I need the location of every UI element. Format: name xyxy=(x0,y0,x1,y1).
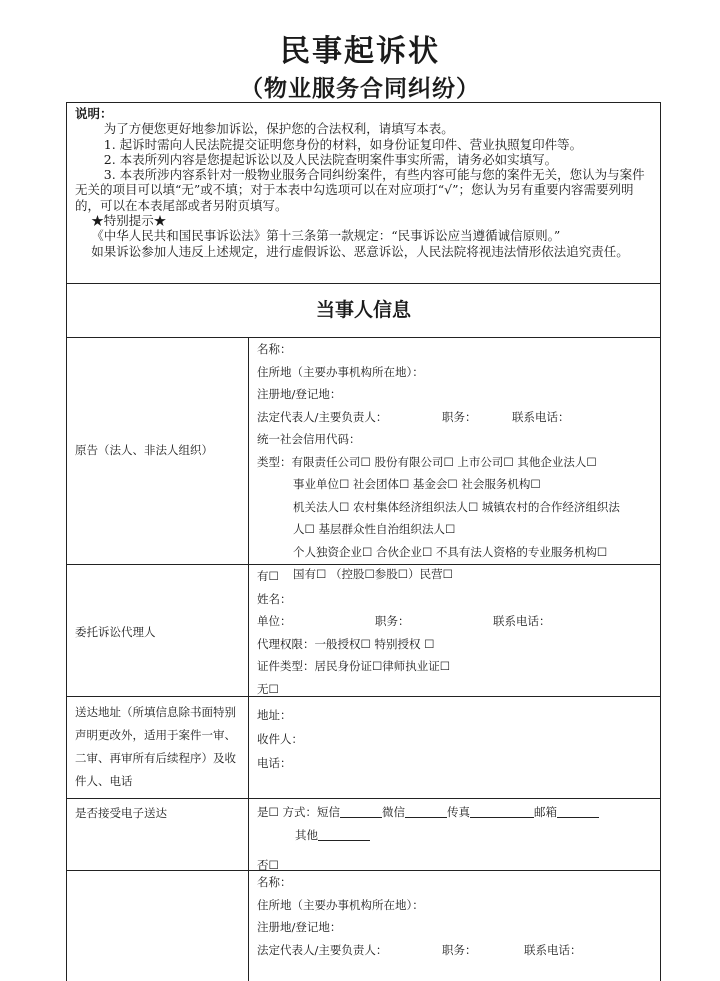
plaintiff-registered-field[interactable]: 注册地/登记地： xyxy=(257,387,342,401)
label-line: 送达地址（所填信息除书面特别 xyxy=(75,705,236,719)
electronic-other-row[interactable] xyxy=(257,824,655,847)
instructions xyxy=(75,106,653,259)
agent-none-checkbox[interactable]: 无☐ xyxy=(257,681,279,696)
column-divider xyxy=(248,337,249,981)
position-label: 职务： xyxy=(442,409,477,424)
plaintiff-credit-code-field[interactable]: 统一社会信用代码： xyxy=(257,432,361,446)
document-subtitle: （物业服务合同纠纷） xyxy=(240,75,480,102)
defendant-fields xyxy=(257,871,655,961)
agent-label: 委托诉讼代理人 xyxy=(75,625,156,639)
plaintiff-label: 原告（法人、非法人组织） xyxy=(75,443,213,457)
label-line: 声明更改外，适用于案件一审、 xyxy=(75,728,236,742)
defendant-registered-field[interactable]: 注册地/登记地： xyxy=(257,920,342,934)
plaintiff-type-options[interactable]: 类型：有限责任公司☐ 股份有限公司☐ 上市公司☐ 其他企业法人☐ xyxy=(257,454,597,469)
form-table xyxy=(66,102,661,981)
row-divider xyxy=(67,798,660,799)
instructions-heading: 说明： xyxy=(75,106,113,121)
plaintiff-name-field[interactable]: 名称： xyxy=(257,342,292,356)
agent-unit-row[interactable] xyxy=(257,610,655,633)
email-blank[interactable] xyxy=(557,805,599,818)
position-label: 职务： xyxy=(442,942,477,957)
electronic-yes-row[interactable] xyxy=(257,801,655,824)
wechat-blank[interactable] xyxy=(405,805,447,818)
legal-rep-label: 法定代表人/主要负责人： xyxy=(257,409,388,424)
service-address-label xyxy=(75,701,236,793)
instruction-item: 3. 本表所涉内容系针对一般物业服务合同纠纷案件，有些内容可能与您的案件无关，您认为与案件无关的项目可以填“无”或不填；对于本表中勾选项可以在对应项打“√”；您认为另有重要内容需要列明的，可以在本表尾部或者另附页填写。 xyxy=(75,167,645,213)
position-label: 职务： xyxy=(375,614,410,628)
sms-blank[interactable] xyxy=(340,805,382,818)
address-field[interactable]: 地址： xyxy=(257,708,292,722)
agent-authority-options[interactable]: 代理权限：一般授权☐ 特别授权 ☐ xyxy=(257,636,435,651)
electronic-no-checkbox[interactable]: 否☐ xyxy=(257,858,279,872)
phone-label: 联系电话： xyxy=(524,942,582,957)
plaintiff-type-options[interactable]: 国有☐ （控股☐参股☐）民营☐ xyxy=(293,567,453,581)
electronic-service-fields xyxy=(257,801,655,877)
defendant-legal-rep-row[interactable] xyxy=(257,939,655,962)
label-line: 二审、再审所有后续程序）及收 xyxy=(75,751,236,765)
special-tip-text: 《中华人民共和国民事诉讼法》第十三条第一款规定：“民事诉讼应当遵循诚信原则。” xyxy=(91,228,561,244)
special-tip-title: ★特别提示★ xyxy=(91,213,167,229)
unit-label: 单位： xyxy=(257,614,292,628)
yes-checkbox-sms[interactable]: 是☐ 方式：短信 xyxy=(257,805,340,819)
other-blank[interactable] xyxy=(318,828,370,841)
plaintiff-address-field[interactable]: 住所地（主要办事机构所在地）： xyxy=(257,364,424,379)
phone-label: 联系电话： xyxy=(493,614,551,628)
fax-label: 传真 xyxy=(446,805,470,819)
email-label: 邮箱 xyxy=(533,805,557,819)
electronic-service-label: 是否接受电子送达 xyxy=(75,806,167,820)
agent-id-type-options[interactable]: 证件类型：居民身份证☐律师执业证☐ xyxy=(257,659,451,673)
defendant-name-field[interactable]: 名称： xyxy=(257,875,292,889)
phone-label: 联系电话： xyxy=(512,409,570,424)
section-title: 当事人信息 xyxy=(315,299,411,321)
phone-field[interactable]: 电话： xyxy=(257,756,292,770)
plaintiff-type-options[interactable]: 事业单位☐ 社会团体☐ 基金会☐ 社会服务机构☐ xyxy=(293,477,541,491)
plaintiff-type-options[interactable]: 机关法人☐ 农村集体经济组织法人☐ 城镇农村的合作经济组织法 xyxy=(293,499,620,514)
special-tip-text: 如果诉讼参加人违反上述规定，进行虚假诉讼、恶意诉讼，人民法院将视违法情形依法追究责任。 xyxy=(91,243,629,259)
agent-fields xyxy=(257,565,655,700)
instruction-item: 2. 本表所列内容是您提起诉讼以及人民法院查明案件事实所需，请务必如实填写。 xyxy=(103,151,558,167)
defendant-address-field[interactable]: 住所地（主要办事机构所在地）： xyxy=(257,897,424,912)
instruction-item: 1. 起诉时需向人民法院提交证明您身份的材料，如身份证复印件、营业执照复印件等。 xyxy=(103,136,583,152)
legal-rep-label: 法定代表人/主要负责人： xyxy=(257,942,388,957)
fax-blank[interactable] xyxy=(470,805,534,818)
agent-name-field[interactable]: 姓名： xyxy=(257,591,292,606)
other-label: 其他 xyxy=(295,827,318,842)
agent-has-checkbox[interactable]: 有☐ xyxy=(257,569,279,583)
plaintiff-type-options[interactable]: 人☐ 基层群众性自治组织法人☐ xyxy=(293,522,456,536)
plaintiff-fields xyxy=(257,338,655,586)
instructions-intro: 为了方便您更好地参加诉讼，保护您的合法权利，请填写本表。 xyxy=(103,121,454,137)
label-line: 件人、电话 xyxy=(75,774,133,788)
plaintiff-type-options[interactable]: 个人独资企业☐ 合伙企业☐ 不具有法人资格的专业服务机构☐ xyxy=(293,544,608,559)
recipient-field[interactable]: 收件人： xyxy=(257,732,303,746)
wechat-label: 微信 xyxy=(381,805,405,819)
document-title: 民事起诉状 xyxy=(280,34,440,69)
plaintiff-legal-rep-row[interactable] xyxy=(257,406,655,429)
service-address-fields xyxy=(257,703,655,775)
